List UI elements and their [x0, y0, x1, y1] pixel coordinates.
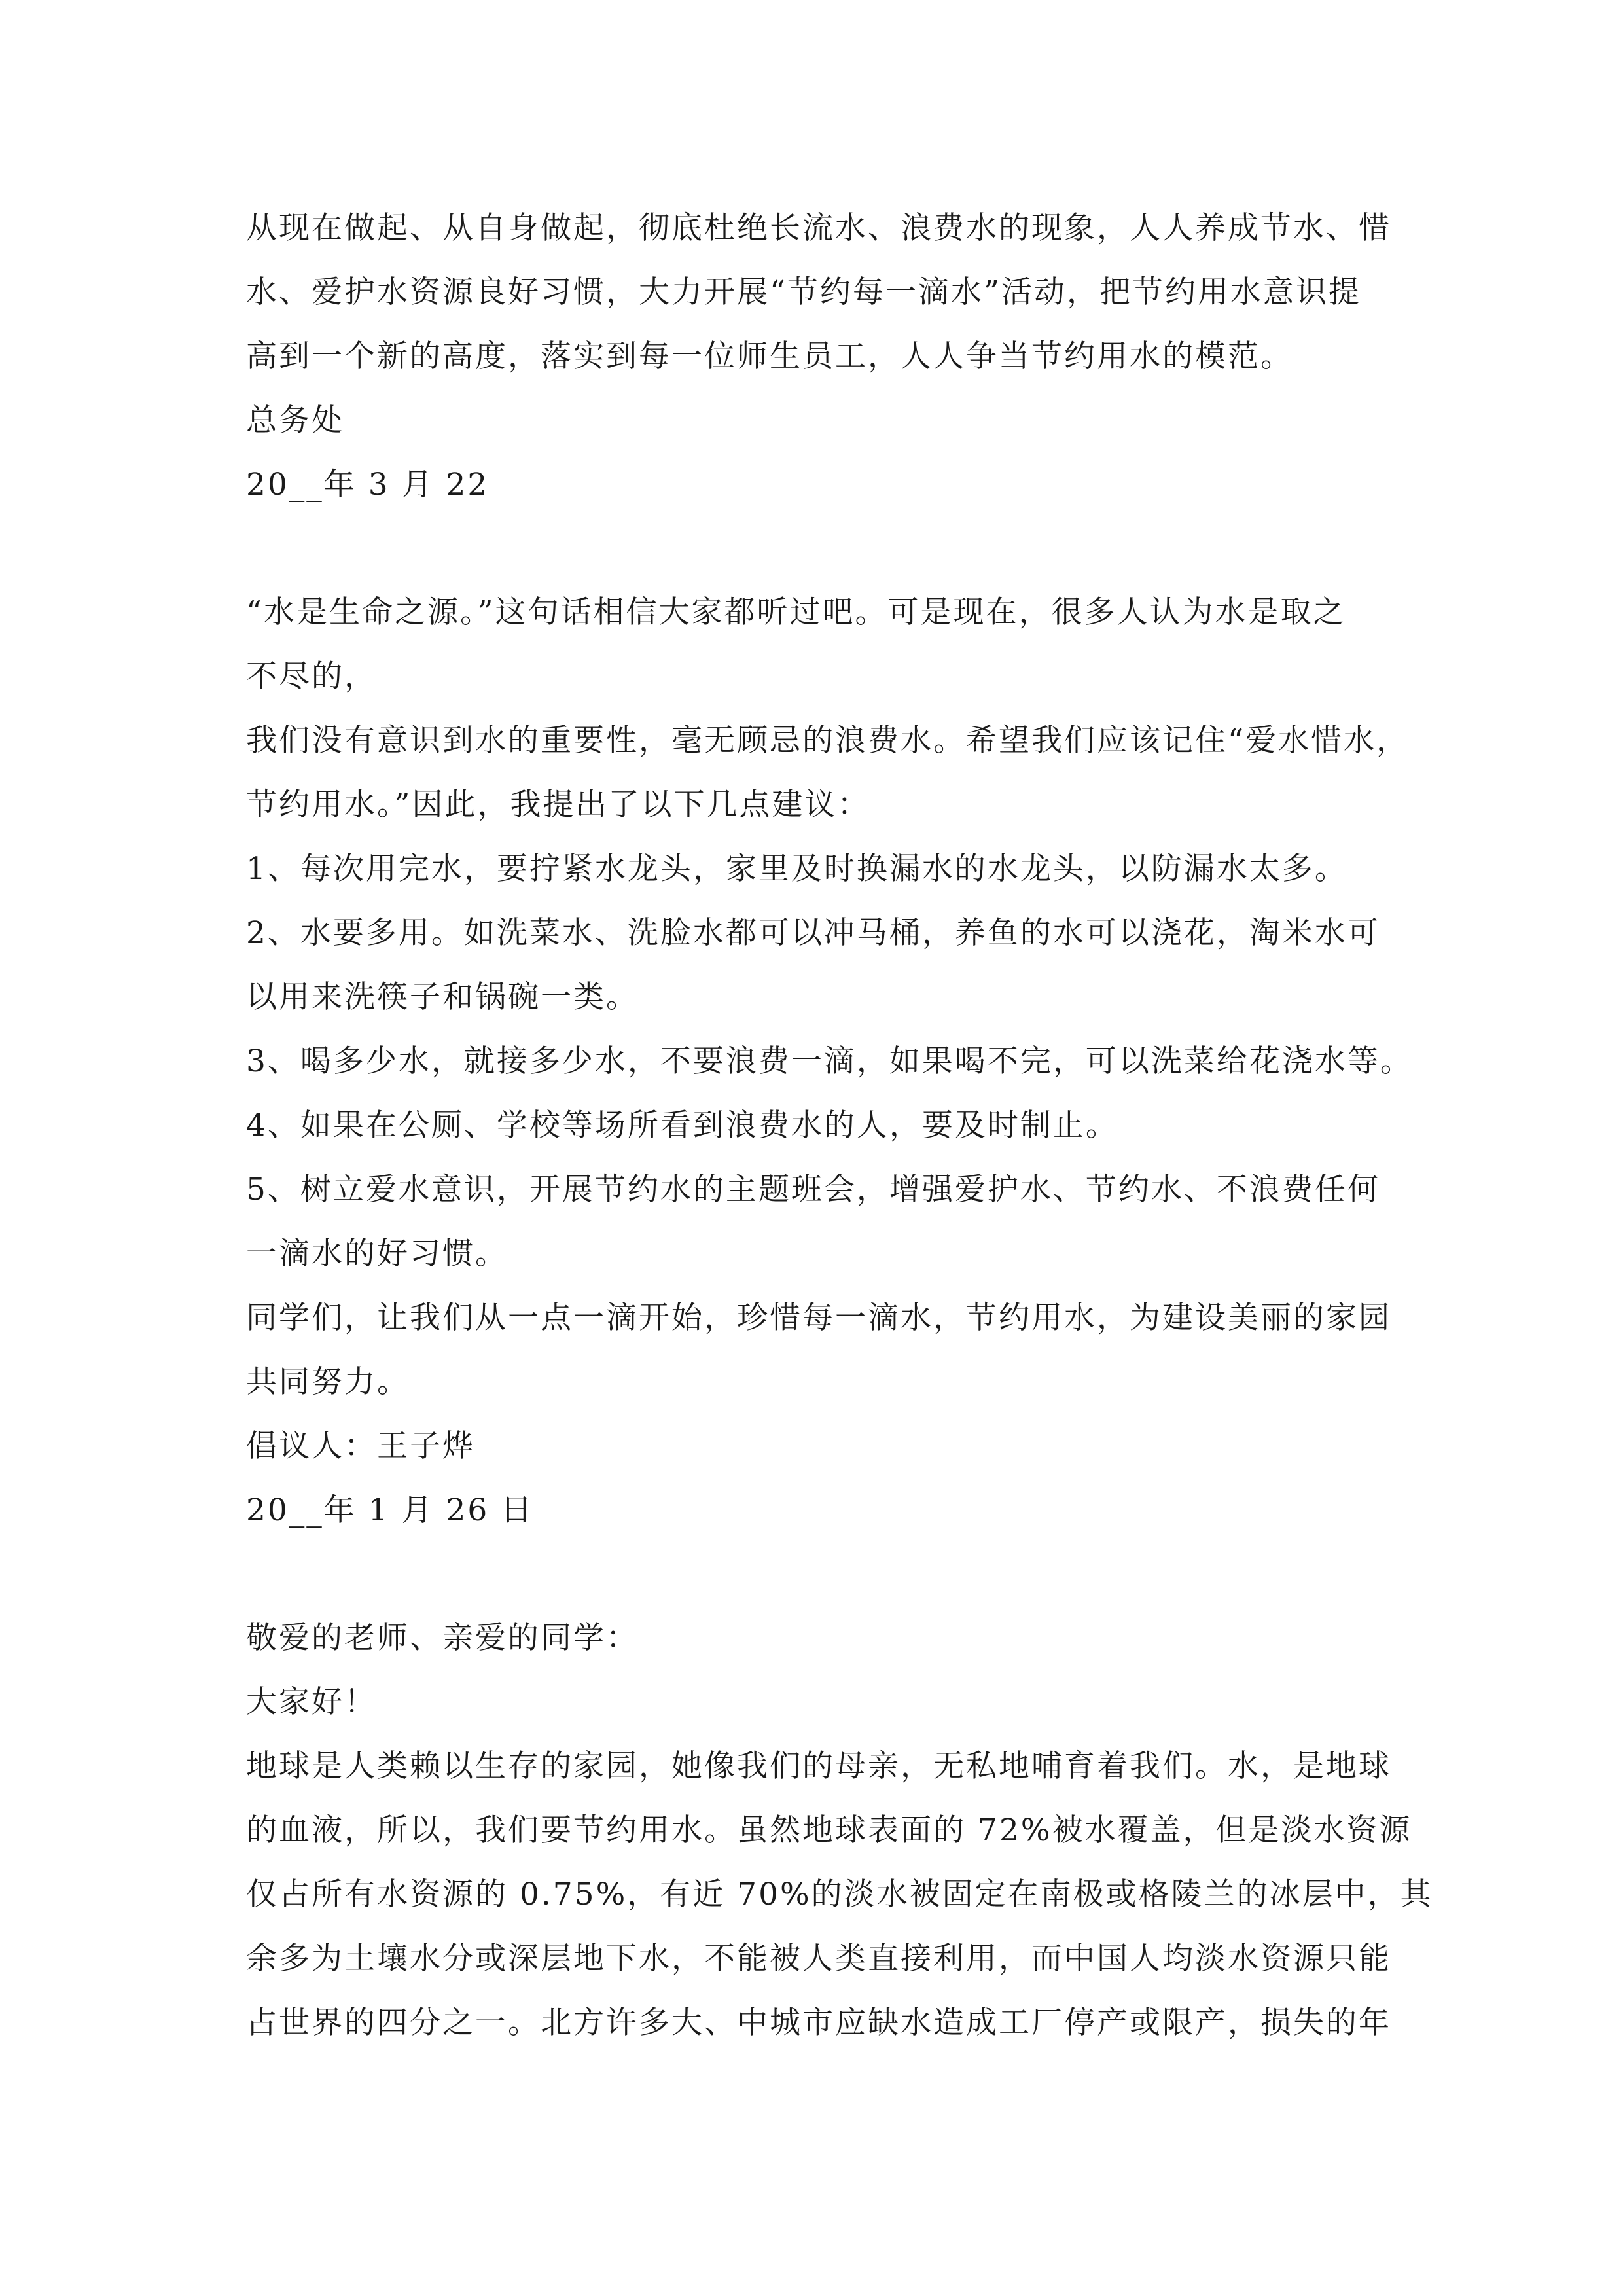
date: 20__年 3 月 22: [246, 467, 490, 503]
paragraph-line: 我们没有意识到水的重要性，毫无顾忌的浪费水。希望我们应该记住“爱水惜水，: [246, 723, 1410, 759]
paragraph-line: 从现在做起、从自身做起，彻底杜绝长流水、浪费水的现象，人人养成节水、惜: [246, 210, 1391, 246]
list-item: 5、树立爱水意识，开展节约水的主题班会，增强爱护水、节约水、不浪费任何: [246, 1172, 1380, 1208]
paragraph-line: 余多为土壤水分或深层地下水，不能被人类直接利用，而中国人均淡水资源只能: [246, 1941, 1391, 1977]
section-speech: [246, 1606, 1433, 2055]
paragraph-line: 水、爱护水资源良好习惯，大力开展“节约每一滴水”活动，把节约用水意识提: [246, 274, 1362, 310]
paragraph-line: 占世界的四分之一。北方许多大、中城市应缺水造成工厂停产或限产，损失的年: [246, 2005, 1391, 2041]
section-spacer: [246, 1543, 1411, 1606]
salutation: 敬爱的老师、亲爱的同学：: [246, 1620, 639, 1656]
list-item: 3、喝多少水，就接多少水，不要浪费一滴，如果喝不完，可以洗菜给花浇水等。: [246, 1043, 1413, 1079]
paragraph-line: 不尽的，: [246, 658, 377, 694]
paragraph-line: 同学们，让我们从一点一滴开始，珍惜每一滴水，节约用水，为建设美丽的家园: [246, 1300, 1391, 1336]
document-body: [246, 196, 1433, 2055]
paragraph-line: 仅占所有水资源的 0.75%，有近 70%的淡水被固定在南极或格陵兰的冰层中，其: [246, 1876, 1433, 1912]
paragraph-line: 节约用水。”因此，我提出了以下几点建议：: [246, 787, 870, 823]
section-proposal: [246, 581, 1411, 1543]
section-spacer: [246, 517, 1411, 581]
list-item: 一滴水的好习惯。: [246, 1236, 508, 1272]
list-item: 2、水要多用。如洗菜水、洗脸水都可以冲马桶，养鱼的水可以浇花，淘米水可: [246, 915, 1380, 951]
list-item: 4、如果在公厕、学校等场所看到浪费水的人，要及时制止。: [246, 1107, 1118, 1143]
signature: 总务处: [246, 403, 344, 439]
list-item: 1、每次用完水，要拧紧水龙头，家里及时换漏水的水龙头，以防漏水太多。: [246, 851, 1347, 887]
signature: 倡议人：王子烨: [246, 1428, 475, 1464]
paragraph-line: 地球是人类赖以生存的家园，她像我们的母亲，无私地哺育着我们。水，是地球: [246, 1748, 1391, 1784]
paragraph-line: 高到一个新的高度，落实到每一位师生员工，人人争当节约用水的模范。: [246, 338, 1293, 374]
paragraph-line: “水是生命之源。”这句话相信大家都听过吧。可是现在，很多人认为水是取之: [246, 594, 1346, 630]
paragraph-line: 的血液，所以，我们要节约用水。虽然地球表面的 72%被水覆盖，但是淡水资源: [246, 1812, 1412, 1848]
paragraph-line: 共同努力。: [246, 1364, 410, 1400]
list-item: 以用来洗筷子和锅碗一类。: [246, 979, 639, 1015]
section-conservation-notice: [246, 196, 1411, 517]
greeting: 大家好！: [246, 1684, 377, 1720]
date: 20__年 1 月 26 日: [246, 1492, 534, 1528]
